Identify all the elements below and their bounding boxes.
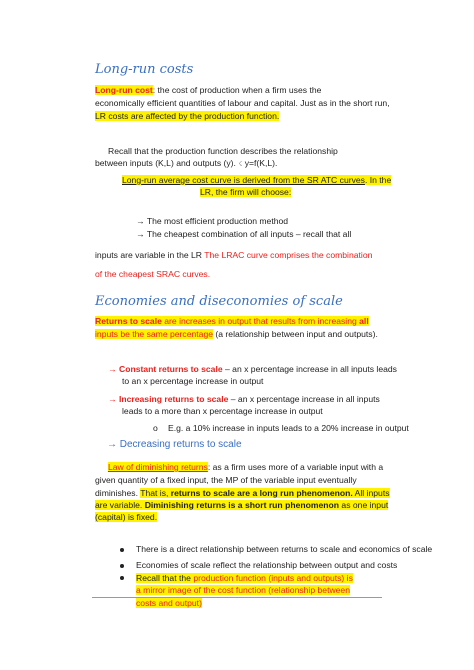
paragraph-line: given quantity of a fixed input, the MP of the variable input eventually [95,475,357,485]
paragraph-line: to an x percentage increase in output [122,376,264,386]
bullet-o: o [153,423,158,433]
section-heading-long-run-costs: Long-run costs [95,62,194,77]
list-item-increasing-returns: → Increasing returns to scale – an x percentage increase in all inputs [108,394,380,404]
list-item: Recall that the production function (inputs and outputs) is [136,573,353,583]
highlighted-text: LR, the firm will choose: [200,187,292,197]
paragraph-line [200,186,291,198]
arrow-right-icon: → [108,364,117,374]
list-item-continuation: costs and output) [136,598,202,608]
highlighted-text: inputs be the same percentage [95,329,214,339]
paragraph-line: are variable. Diminishing returns is a short run phenomenon as one input [95,500,389,510]
section-heading-economies-of-scale: Economies and diseconomies of scale [95,294,343,309]
paragraph-line: inputs are variable in the LR The LRAC curve comprises the combination [95,250,373,260]
list-item: There is a direct relationship between returns to scale and economics of scale [136,544,433,554]
lightning-icon: ☇ [238,161,243,168]
term-law-of-diminishing-returns: Law of diminishing returns [108,462,208,472]
list-item-decreasing-returns: → Decreasing returns to scale [107,439,242,450]
red-text: The LRAC curve comprises the combination [204,250,373,260]
highlighted-text: Long-run average cost curve is derived from the SR ATC curves [122,175,365,185]
paragraph-line: inputs be the same percentage (a relationship between input and outputs). [95,329,378,339]
paragraph-line [95,110,279,122]
list-item-constant-returns: → Constant returns to scale – an x percentage increase in all inputs leads [108,364,397,374]
paragraph-line: leads to a more than x percentage increase in output [122,406,323,416]
highlighted-text: (capital) is fixed. [95,512,158,522]
paragraph-line: Law of diminishing returns: as a firm uses more of a variable input with a [108,462,384,472]
paragraph-line: Long-run average cost curve is derived from the SR ATC curves. In the [122,175,392,185]
list-item: → The most efficient production method [136,216,289,226]
bullet-icon [120,576,124,580]
paragraph-line: Returns to scale are increases in output that results from increasing all [95,316,369,326]
horizontal-rule [92,597,382,598]
sub-list-item: E.g. a 10% increase in inputs leads to a 20% increase in output [168,423,409,433]
term-returns-to-scale: Returns to scale [95,316,162,326]
paragraph-line: economically efficient quantities of labour and capital. Just as in the short run, [95,98,390,108]
red-text: of the cheapest SRAC curves. [95,269,211,279]
paragraph-line: between inputs (K,L) and outputs (y). ☇ y=f(K,L). [95,158,278,168]
bullet-icon [120,548,124,552]
paragraph-line: Long-run cost: the cost of production when a firm uses the [95,85,322,95]
bullet-icon [120,564,124,568]
arrow-right-icon: → [108,394,117,404]
list-item: Economies of scale reflect the relationship between output and costs [136,560,398,570]
highlighted-text: LR costs are affected by the production function. [95,111,280,121]
paragraph-line [95,511,157,523]
term-long-run-cost: Long-run cost [95,85,153,95]
list-item: → The cheapest combination of all inputs – recall that all [136,229,352,239]
list-item-continuation: a mirror image of the cost function (relationship between [136,585,350,595]
paragraph-line: Recall that the production function describes the relationship [108,146,338,156]
paragraph-line: diminishes. That is, returns to scale are a long run phenomenon. All inputs [95,488,390,498]
